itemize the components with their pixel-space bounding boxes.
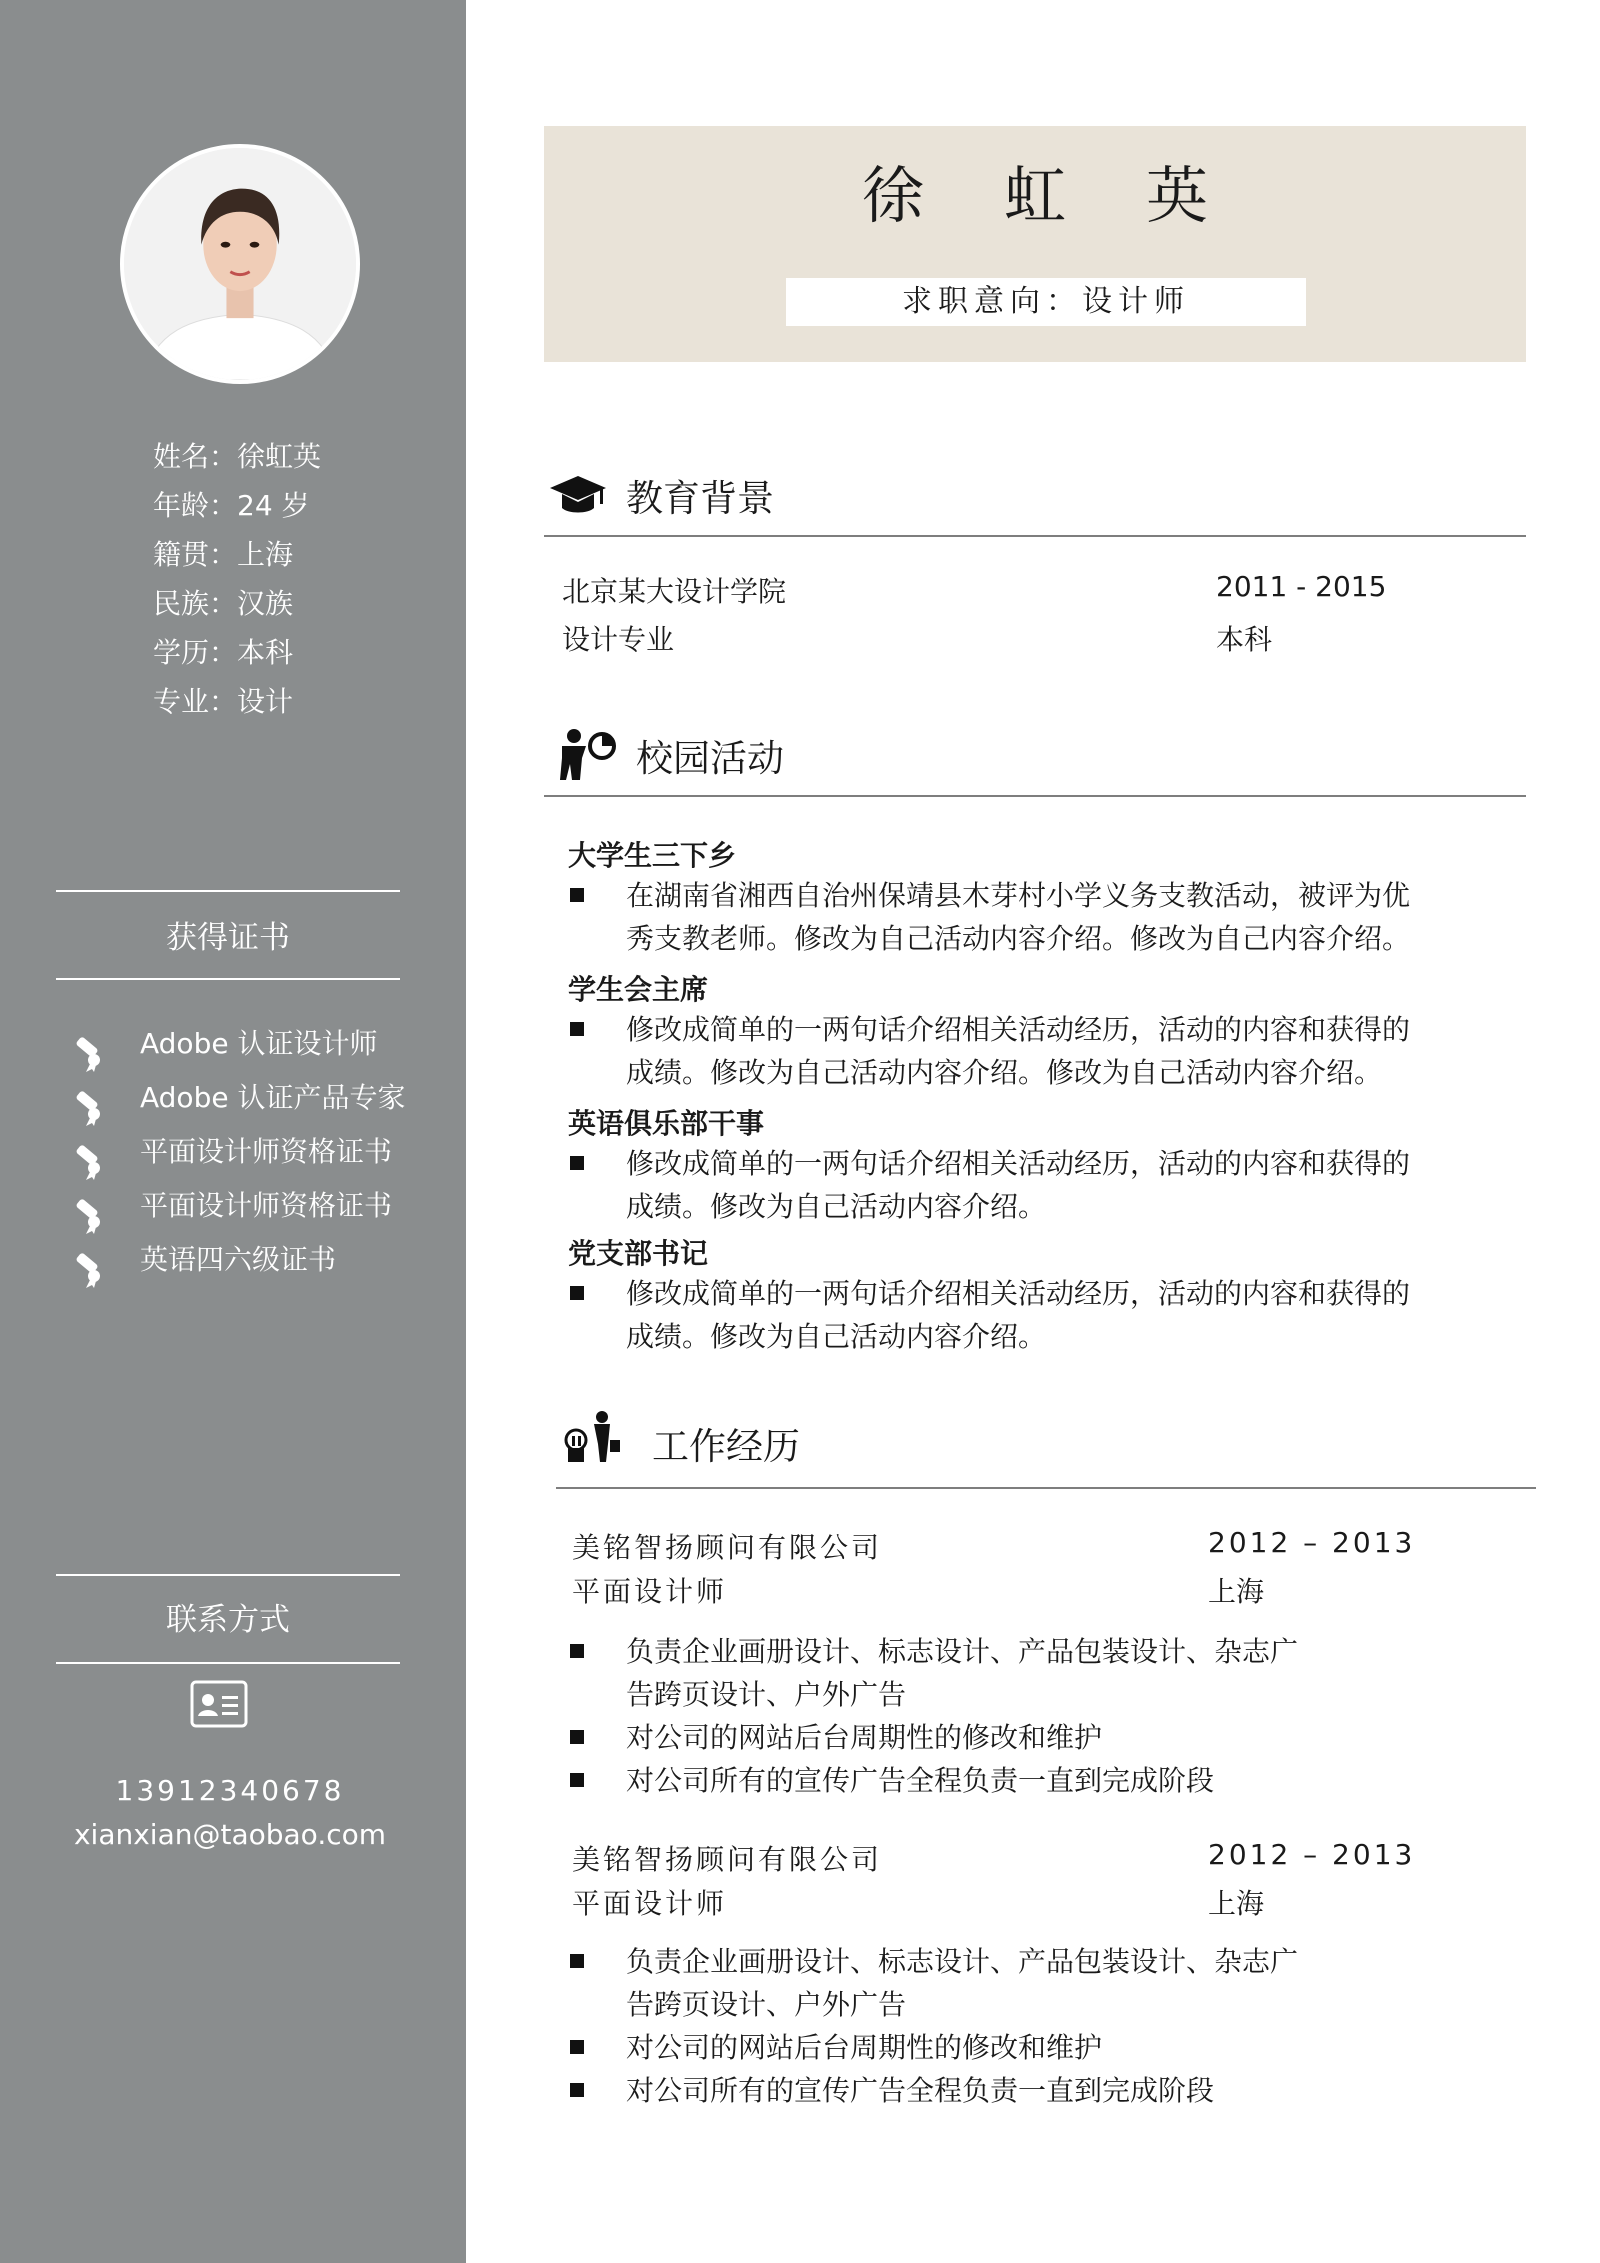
- job-years: 2012 – 2013: [1208, 1838, 1416, 1871]
- bullet-square-icon: [570, 1156, 584, 1170]
- info-origin: 籍贯：上海: [153, 538, 294, 571]
- diploma-icon: [72, 1036, 108, 1072]
- work-title: 工作经历: [652, 1425, 800, 1468]
- bullet-square-icon: [570, 888, 584, 902]
- divider: [56, 890, 400, 892]
- diploma-icon: [72, 1198, 108, 1234]
- activities-title: 校园活动: [636, 737, 784, 780]
- email-address[interactable]: xianxian@taobao.com: [73, 1818, 387, 1851]
- info-name: 姓名：徐虹英: [153, 440, 322, 473]
- diploma-icon: [72, 1144, 108, 1180]
- info-major: 专业：设计: [153, 685, 294, 718]
- duty-line: 对公司的网站后台周期性的修改和维护: [626, 1721, 1103, 1754]
- bullet-square-icon: [570, 2083, 584, 2097]
- section-divider: [556, 1487, 1536, 1489]
- duty-line: 对公司所有的宣传广告全程负责一直到完成阶段: [626, 2074, 1215, 2107]
- certificate-label: 英语四六级证书: [140, 1243, 337, 1276]
- activity-line: 修改成简单的一两句话介绍相关活动经历，活动的内容和获得的: [626, 1147, 1411, 1180]
- bullet-square-icon: [570, 1286, 584, 1300]
- activity-title: 学生会主席: [568, 973, 709, 1006]
- contact-card-icon: [190, 1680, 248, 1728]
- section-divider: [544, 535, 1526, 537]
- job-position: 平面设计师: [572, 1887, 728, 1920]
- diploma-icon: [72, 1090, 108, 1126]
- certificate-label: 平面设计师资格证书: [140, 1135, 393, 1168]
- activity-line: 修改成简单的一两句话介绍相关活动经历，活动的内容和获得的: [626, 1013, 1411, 1046]
- activity-line: 修改成简单的一两句话介绍相关活动经历，活动的内容和获得的: [626, 1277, 1411, 1310]
- duty-line: 对公司的网站后台周期性的修改和维护: [626, 2031, 1103, 2064]
- certificates-heading: 获得证书: [166, 920, 290, 956]
- duty-line: 告跨页设计、户外广告: [626, 1988, 907, 2021]
- info-ethnicity: 民族：汉族: [153, 587, 294, 620]
- job-company: 美铭智扬顾问有限公司: [572, 1843, 883, 1876]
- job-city: 上海: [1208, 1887, 1265, 1920]
- activity-line: 在湖南省湘西自治州保靖县木芽村小学义务支教活动，被评为优: [626, 879, 1411, 912]
- job-years: 2012 – 2013: [1208, 1526, 1416, 1559]
- basic-info: [153, 432, 321, 726]
- bullet-square-icon: [570, 1730, 584, 1744]
- activity-title: 大学生三下乡: [568, 839, 737, 872]
- activity-line: 成绩。修改为自己活动内容介绍。: [626, 1320, 1047, 1353]
- duty-line: 对公司所有的宣传广告全程负责一直到完成阶段: [626, 1764, 1215, 1797]
- activity-line: 秀支教老师。修改为自己活动内容介绍。修改为自己内容介绍。: [626, 922, 1411, 955]
- portrait-photo-icon: [124, 148, 356, 380]
- education-years: 2011 - 2015: [1216, 570, 1387, 603]
- activity-line: 成绩。修改为自己活动内容介绍。: [626, 1190, 1047, 1223]
- certificate-label: Adobe 认证产品专家: [140, 1081, 406, 1114]
- certificate-label: Adobe 认证设计师: [140, 1027, 378, 1060]
- diploma-icon: [72, 1252, 108, 1288]
- education-school: 北京某大设计学院: [562, 575, 787, 608]
- info-age: 年龄：24 岁: [153, 489, 310, 522]
- contact-heading: 联系方式: [166, 1602, 290, 1638]
- divider: [56, 1574, 400, 1576]
- job-position: 平面设计师: [572, 1575, 728, 1608]
- duty-line: 告跨页设计、户外广告: [626, 1678, 907, 1711]
- avatar: [120, 144, 360, 384]
- divider: [56, 978, 400, 980]
- duty-line: 负责企业画册设计、标志设计、产品包装设计、杂志广: [626, 1635, 1299, 1668]
- divider: [56, 1662, 400, 1664]
- education-degree: 本科: [1216, 623, 1273, 656]
- activity-line: 成绩。修改为自己活动内容介绍。修改为自己活动内容介绍。: [626, 1056, 1383, 1089]
- business-team-icon: [562, 1410, 622, 1462]
- bullet-square-icon: [570, 1954, 584, 1968]
- info-degree: 学历：本科: [153, 636, 294, 669]
- phone-number[interactable]: 13912340678: [115, 1774, 345, 1807]
- bullet-square-icon: [570, 1644, 584, 1658]
- bullet-square-icon: [570, 2040, 584, 2054]
- bullet-square-icon: [570, 1773, 584, 1787]
- candidate-name: 徐虹英: [861, 159, 1288, 232]
- job-city: 上海: [1208, 1575, 1265, 1608]
- education-major: 设计专业: [562, 623, 675, 656]
- activity-title: 党支部书记: [568, 1237, 709, 1270]
- duty-line: 负责企业画册设计、标志设计、产品包装设计、杂志广: [626, 1945, 1299, 1978]
- job-intent: 求职意向：设计师: [786, 278, 1306, 326]
- education-title: 教育背景: [626, 477, 774, 520]
- presentation-person-icon: [556, 728, 616, 780]
- header-box: [544, 126, 1526, 362]
- section-divider: [544, 795, 1526, 797]
- job-company: 美铭智扬顾问有限公司: [572, 1531, 883, 1564]
- bullet-square-icon: [570, 1022, 584, 1036]
- activity-title: 英语俱乐部干事: [568, 1107, 765, 1140]
- certificate-label: 平面设计师资格证书: [140, 1189, 393, 1222]
- graduation-cap-icon: [548, 470, 608, 522]
- sidebar: [0, 0, 466, 2263]
